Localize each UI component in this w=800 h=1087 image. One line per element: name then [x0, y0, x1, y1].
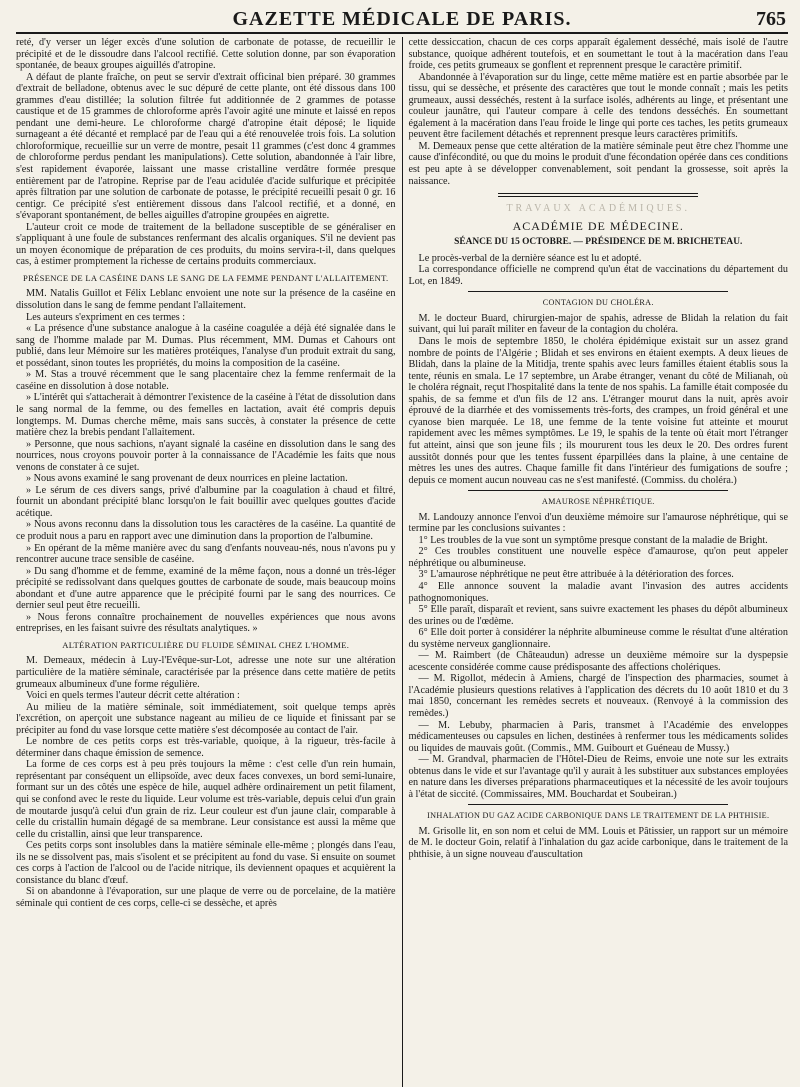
- section-heading-fluide-seminal: ALTÉRATION PARTICULIÈRE DU FLUIDE SÉMINAL CHEZ L'HOMME.: [62, 639, 350, 650]
- paragraph: — M. Lebuby, pharmacien à Paris, transmet à l'Académie des enveloppes médicamenteuses ou capsules en lichen, destinées à renfermer tous les médicaments solides ou liquides de mauvais goût. (Commis., MM. Guibourt et Guéneau de Mussy.): [408, 719, 788, 754]
- masthead: [16, 6, 788, 34]
- faded-heading: TRAVAUX ACADÉMIQUES.: [506, 203, 690, 215]
- paragraph: MM. Natalis Guillot et Félix Leblanc envoient une note sur la présence de la caséine en dissolution dans le sang de femme pendant l'allaitement.: [16, 288, 396, 312]
- paragraph: » M. Stas a trouvé récemment que le sang placentaire chez la femme renfermait de la caséine en dissolution à dose notable.: [16, 369, 396, 392]
- left-column: [16, 37, 402, 1087]
- paragraph: Le nombre de ces petits corps est très-variable, quoique, à la rigueur, très-facile à déterminer dans chaque émission de semence.: [16, 736, 396, 759]
- section-heading-amaurose: AMAUROSE NÉPHRÉTIQUE.: [541, 497, 655, 507]
- paragraph: » Nous avons examiné le sang provenant de deux nourrices en pleine lactation.: [26, 473, 348, 485]
- paragraph: » L'intérêt qui s'attacherait à démontrer l'existence de la caséine à l'état de dissolution dans le sang normal de la femme, ou des femelles en lactation, avait été compris depuis longtemps. M. Dumas cherche même, mais sans succès, à constater la présence de cette matière chez la brebis pendant l'allaitement.: [16, 392, 396, 439]
- divider: [468, 490, 728, 491]
- paragraph: « La présence d'une substance analogue à la caséine coagulée a déjà été signalée dans le sang de l'homme malade par M. Dumas. Plus récemment, MM. Dumas et Cahours ont publié, dans leur Mémoire sur les matières protéiques, l'analyse d'un produit extrait du sang, et possédant, sinon toutes les propriétés, du moins la composition de la caséine.: [16, 323, 396, 369]
- paragraph: A défaut de plante fraîche, on peut se servir d'extrait officinal bien préparé. 30 grammes d'extrait de belladone, obtenus avec le suc dépuré de cette plante, ont été dissous dans 100 grammes d'eau distillée; la solution filtrée fut additionnée de 2 grammes de potasse caustique et de 15 grammes de chloroforme après l'avoir agité une minute et laissé en repos pendant une demi-heure. Le chloroforme chargé d'atropine était déposé; le liquide surnageant a été décanté et remplacé par de l'eau qui a été renouvelée trois fois. La solution chloroformique, recueillie sur un verre de montre, pesait 11 grammes (c'est donc 4 grammes de chloroforme perdus pendant les manipulations). Cette solution, abandonnée à l'air libre, s'est rapidement évaporée, laissant une masse cristalline verdâtre formée presque entièrement par de l'atropine. Reprise par de l'eau aciduléе d'acide sulfurique et précipitée après filtration par une solution de carbonate de potasse, le précipité recueilli pesait 0 gr. 16 centigr. Ce précipité s'est entièrement dissous dans l'alcool rectifié, et a donné, en s'évaporant spontanément, de belles aiguilles d'atropine groupées en aigrette.: [16, 71, 396, 222]
- divider: [468, 804, 728, 805]
- paragraph: Si on abandonne à l'évaporation, sur une plaque de verre ou de porcelaine, de la matière séminale qui contient de ces corps, celle-ci se dessèche, et après: [16, 886, 396, 909]
- academy-heading: ACADÉMIE DE MÉDECINE.: [512, 218, 684, 233]
- paragraph: Dans le mois de septembre 1850, le choléra épidémique existait sur un assez grand nombre de points de l'Algérie ; Blidah et ses environs en étaient exempts. A deux lieues de Blidah, dans la plaine de la Mitidja, trente spahis avec leurs familles étaient établis sous la tente, réunis en smala. Le 17 septembre, un Arabe étranger, venant du côté de Milianah, où le choléra régnait, reçut l'hospitalité dans la tente de nos spahis. La famille était composée du spahis, de sa femme et d'un fils de 12 ans. L'étranger mourut dans la nuit, après avoir éprouvé de la diarrhée et des vomissements très-forts, des crampes, un froid général et une cyanose bien marquée. Le 18, une femme de la tente voisine fut atteinte et mourut rapidement avec les mêmes symptômes. Le 19, le spahis de la tente où était mort l'étranger fut atteint, ainsi que son jeune fils ; ils moururent tous les deux le 20. Des ordres furent aussitôt donnés pour que les tentes fussent éparpillées dans la plaine, à une centaine de mètres les unes des autres. Chaque famille fit dans l'intérieur des fumigations de soufre ; depuis ce moment aucun nouveau cas ne s'est manifesté. (Commiss. du choléra.): [408, 336, 788, 486]
- paragraph: Le procès-verbal de la dernière séance est lu et adopté.: [418, 252, 642, 264]
- paragraph: M. Landouzy annonce l'envoi d'un deuxième mémoire sur l'amaurose néphrétique, qui se termine par les conclusions suivantes :: [408, 511, 788, 535]
- paragraph: Voici en quels termes l'auteur décrit cette altération :: [26, 690, 240, 702]
- paragraph: Abandonnée à l'évaporation sur du linge, cette même matière est en partie absorbée par le tissu, qui se dessèche, et présente des caractères que tout le monde connaît ; mais les petits grumeaux, aussi desséchés, restent à la surface isolés, adhérents au linge, et présentant une couleur jaunâtre, qui l'auteur compare à celle des tendons desséchés. En soumettant également à la macération dans l'eau froide le linge qui porte ces taches, les petits grumeaux peuvent être facilement détachés et reprennent presque leurs caractères primitifs.: [408, 71, 788, 141]
- divider: [468, 291, 728, 292]
- paragraph: » Nous ferons connaître prochainement de nouvelles expériences que nous avons entreprises, en les faisant suivre des résultats analytiques. »: [16, 611, 396, 635]
- right-column: [402, 37, 788, 1087]
- paragraph: Au milieu de la matière séminale, soit immédiatement, soit quelque temps après l'excrétion, on aperçoit une substance nageant au milieu de ce liquide et finissant par se précipiter au fond du vase lorsque cette matière s'est décomposée au contact de l'air.: [16, 701, 396, 736]
- paragraph: Ces petits corps sont insolubles dans la matière séminale elle-même ; plongés dans l'eau, ils ne se dissolvent pas, mais s'isolent et se précipitent au fond du vase. Si ensuite on soumet ces corps à l'action de l'alcool ou de l'acide nitrique, ils deviennent opaques et acquièrent la consistance du blanc d'œuf.: [16, 840, 396, 886]
- columns: [16, 37, 788, 1087]
- paragraph: M. Demeaux, médecin à Luy-l'Evêque-sur-Lot, adresse une note sur une altération particulière de la matière séminale, caractérisée par la présence dans cette matière de petits grumeaux albumineux d'une forme régulière.: [16, 655, 396, 690]
- section-heading-caseine: PRÉSENCE DE LA CASÉINE DANS LE SANG DE LA FEMME PENDANT L'ALLAITEMENT.: [23, 272, 389, 283]
- paragraph: » Personne, que nous sachions, n'ayant signalé la caséine en dissolution dans le sang des nourrices, nous croyons pouvoir porter à la connaissance de l'Académie les faits que nous venons de constater à ce sujet.: [16, 438, 396, 473]
- paragraph: cette dessiccation, chacun de ces corps apparaît également desséché, mais isolé de l'autre substance, quoique adhérent toutefois, et en soumettant le tout à la macération dans l'eau froide, ces petits grumeaux se gonflent et reprennent presque le caractère primitif.: [408, 37, 788, 72]
- paragraph: — M. Grandval, pharmacien de l'Hôtel-Dieu de Reims, envoie une note sur les extraits obtenus dans le vide et sur l'avantage qu'il y aurait à les substituer aux substances employées en nature dans les diverses préparations pharmaceutiques et la nécessité de les avoir toujours à l'état de siccité. (Commissaires, MM. Bouchardat et Soubeiran.): [408, 754, 788, 800]
- paragraph: » Du sang d'homme et de femme, examiné de la même façon, nous a donné un très-léger précipité se redissolvant dans quelques gouttes de carbonate de soude, mais beaucoup moins abondant et d'une autre apparence que le précipité fourni par le sang des nourrices. Ce dernier seul peut être recueilli.: [16, 565, 396, 612]
- paragraph: 3° L'amaurose néphrétique ne peut être attribuée à la détérioration des forces.: [418, 569, 734, 581]
- paragraph: » En opérant de la même manière avec du sang d'enfants nouveau-nés, nous n'avons pu y rencontrer aucune trace sensible de caséine.: [16, 542, 396, 566]
- page-number: 765: [756, 8, 786, 30]
- seance-heading: SÉANCE DU 15 OCTOBRE. — PRÉSIDENCE DE M. BRICHETEAU.: [454, 237, 743, 248]
- paragraph: M. le docteur Buard, chirurgien-major de spahis, adresse de Blidah la relation du fait suivant, qui lui paraît militer en faveur de la contagion du choléra.: [408, 312, 788, 336]
- paragraph: La forme de ces corps est à peu près toujours la même : c'est celle d'un rein humain, représentant par conséquent un ellipsoïde, avec deux faces convexes, un bord semi-lunaire, formant sur un des côtés une espèce de hile, auquel adhère ordinairement un petit filament, qui se confond avec le reste du liquide. Leur volume est très-variable, depuis celui d'un grain de moutarde jusqu'à celui d'un grain de riz. Leur couleur est d'un jaune clair, comparable à celle du cristallin humain dégagé de sa membrane. Leur consistance est aussi la même que celle du cristallin, ainsi que leur transparence.: [16, 759, 396, 840]
- paragraph: reté, d'y verser un léger excès d'une solution de carbonate de potasse, de recueillir le précipité et de le dissoudre dans l'alcool rectifié. Cette solution donne, par son évaporation spontanée, de beaux groupes aiguillés d'atropine.: [16, 37, 396, 72]
- paragraph: M. Grisolle lit, en son nom et celui de MM. Louis et Pâtissier, un rapport sur un mémoire de M. le docteur Goin, relatif à l'inhalation du gaz acide carbonique, dans le traitement de la phthisie, à un signe nouveau d'auscultation: [408, 825, 788, 860]
- journal-title: GAZETTE MÉDICALE DE PARIS.: [232, 8, 572, 30]
- paragraph: — M. Rigollot, médecin à Amiens, chargé de l'inspection des pharmacies, soumet à l'Académie plusieurs questions relatives à l'application des décrets du 10 août 1810 et du 3 mai 1850, concernant les remèdes secrets et nouveaux. (Renvoyé à la commission des remèdes.): [408, 673, 788, 719]
- paragraph: 6° Elle doit porter à considérer la néphrite albumineuse comme le résultat d'une altération du système nerveux ganglionnaire.: [408, 627, 788, 650]
- paragraph: — M. Raimbert (de Châteaudun) adresse un deuxième mémoire sur la dyspepsie acescente considérée comme cause prédisposante des affections cholériques.: [408, 650, 788, 673]
- paragraph: Les auteurs s'expriment en ces termes :: [26, 311, 186, 323]
- paragraph: 4° Elle annonce souvent la maladie avant l'invasion des autres accidents pathognomoniques.: [408, 580, 788, 604]
- paragraph: 1° Les troubles de la vue sont un symptôme presque constant de la maladie de Bright.: [418, 534, 768, 546]
- paragraph: » Nous avons reconnu dans la dissolution tous les caractères de la caséine. La quantité de ce produit nous a paru en rapport avec une diminution dans la proportion de l'albumine.: [16, 519, 396, 542]
- paragraph: La correspondance officielle ne comprend qu'un état de vaccinations du département du Lot, en 1849.: [408, 264, 788, 287]
- section-heading-inhalation: INHALATION DU GAZ ACIDE CARBONIQUE DANS LE TRAITEMENT DE LA PHTHISIE.: [427, 811, 770, 821]
- paragraph: L'auteur croit ce mode de traitement de la belladone susceptible de se généraliser en s'appliquant à une foule de substances renfermant des alcalis organiques. S'il ne devient pas un moyen économique de préparation de ces produits, du moins servira-t-il, dans quelques cas, à estimer promptement la richesse de certains produits commerciaux.: [16, 221, 396, 268]
- paragraph: » Le sérum de ces divers sangs, privé d'albumine par la coagulation à chaud et filtré, fournit un abondant précipité blanc lorsqu'on le fait bouillir avec quelques gouttes d'acide acétique.: [16, 484, 396, 519]
- paragraph: 2° Ces troubles constituent une nouvelle espèce d'amaurose, qu'on peut appeler néphrétique ou albumineuse.: [408, 546, 788, 569]
- paragraph: M. Demeaux pense que cette altération de la matière séminale peut être chez l'homme une cause d'infécondité, ou que du moins le produit d'une fécondation opérée dans ces conditions est peu apte à se développer convenablement, soit pendant la grossesse, soit après la naissance.: [408, 140, 788, 187]
- section-divider: [498, 193, 698, 197]
- section-heading-cholera: CONTAGION DU CHOLÉRA.: [542, 298, 654, 308]
- paragraph: 5° Elle paraît, disparaît et revient, sans suivre exactement les phases du dépôt albumineux des urines ou de l'œdème.: [408, 604, 788, 627]
